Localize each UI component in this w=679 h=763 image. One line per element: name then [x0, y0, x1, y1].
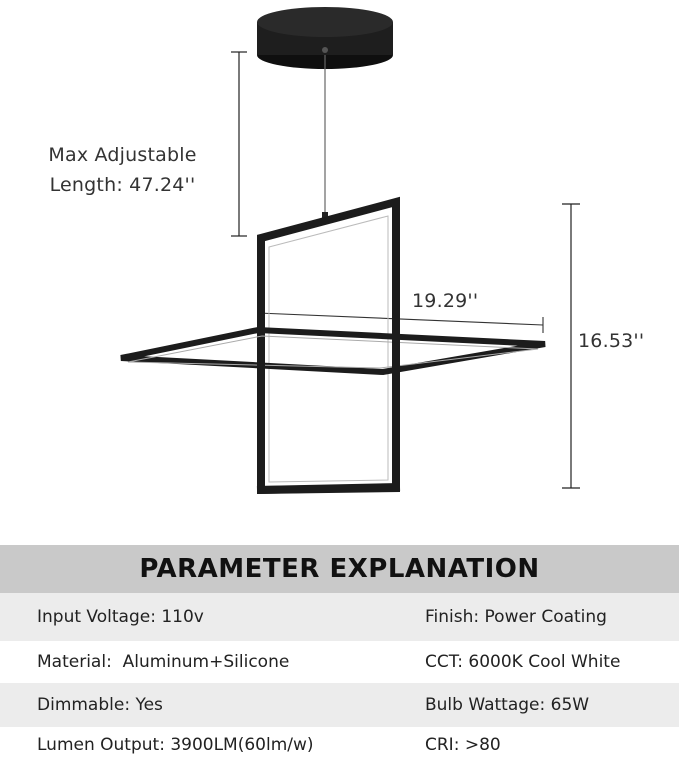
max-length-label [30, 140, 215, 200]
max-length-label-line1: Max Adjustable [48, 144, 197, 166]
parameter-table-title: PARAMETER EXPLANATION [0, 545, 679, 593]
max-length-dimension-line [231, 52, 247, 236]
parameter-table [0, 545, 679, 763]
parameter-row [0, 727, 679, 763]
parameter-cri: CRI: >80 [425, 735, 501, 755]
parameter-row [0, 593, 679, 641]
parameter-cct: CCT: 6000K Cool White [425, 652, 621, 672]
parameter-dimmable: Dimmable: Yes [37, 695, 163, 715]
max-length-label-line2: Length: 47.24'' [49, 174, 196, 196]
vertical-square-frame [261, 202, 396, 490]
parameter-finish: Finish: Power Coating [425, 607, 607, 627]
parameter-material: Material: Aluminum+Silicone [37, 652, 290, 672]
height-label: 16.53'' [578, 330, 645, 352]
horizontal-square-frame [121, 330, 545, 372]
parameter-bulb-wattage: Bulb Wattage: 65W [425, 695, 590, 715]
parameter-row [0, 641, 679, 683]
parameter-row [0, 683, 679, 727]
parameter-input-voltage: Input Voltage: 110v [37, 607, 204, 627]
width-dimension-line [258, 305, 543, 333]
parameter-lumen-output: Lumen Output: 3900LM(60lm/w) [37, 735, 314, 755]
width-label: 19.29'' [412, 290, 479, 312]
